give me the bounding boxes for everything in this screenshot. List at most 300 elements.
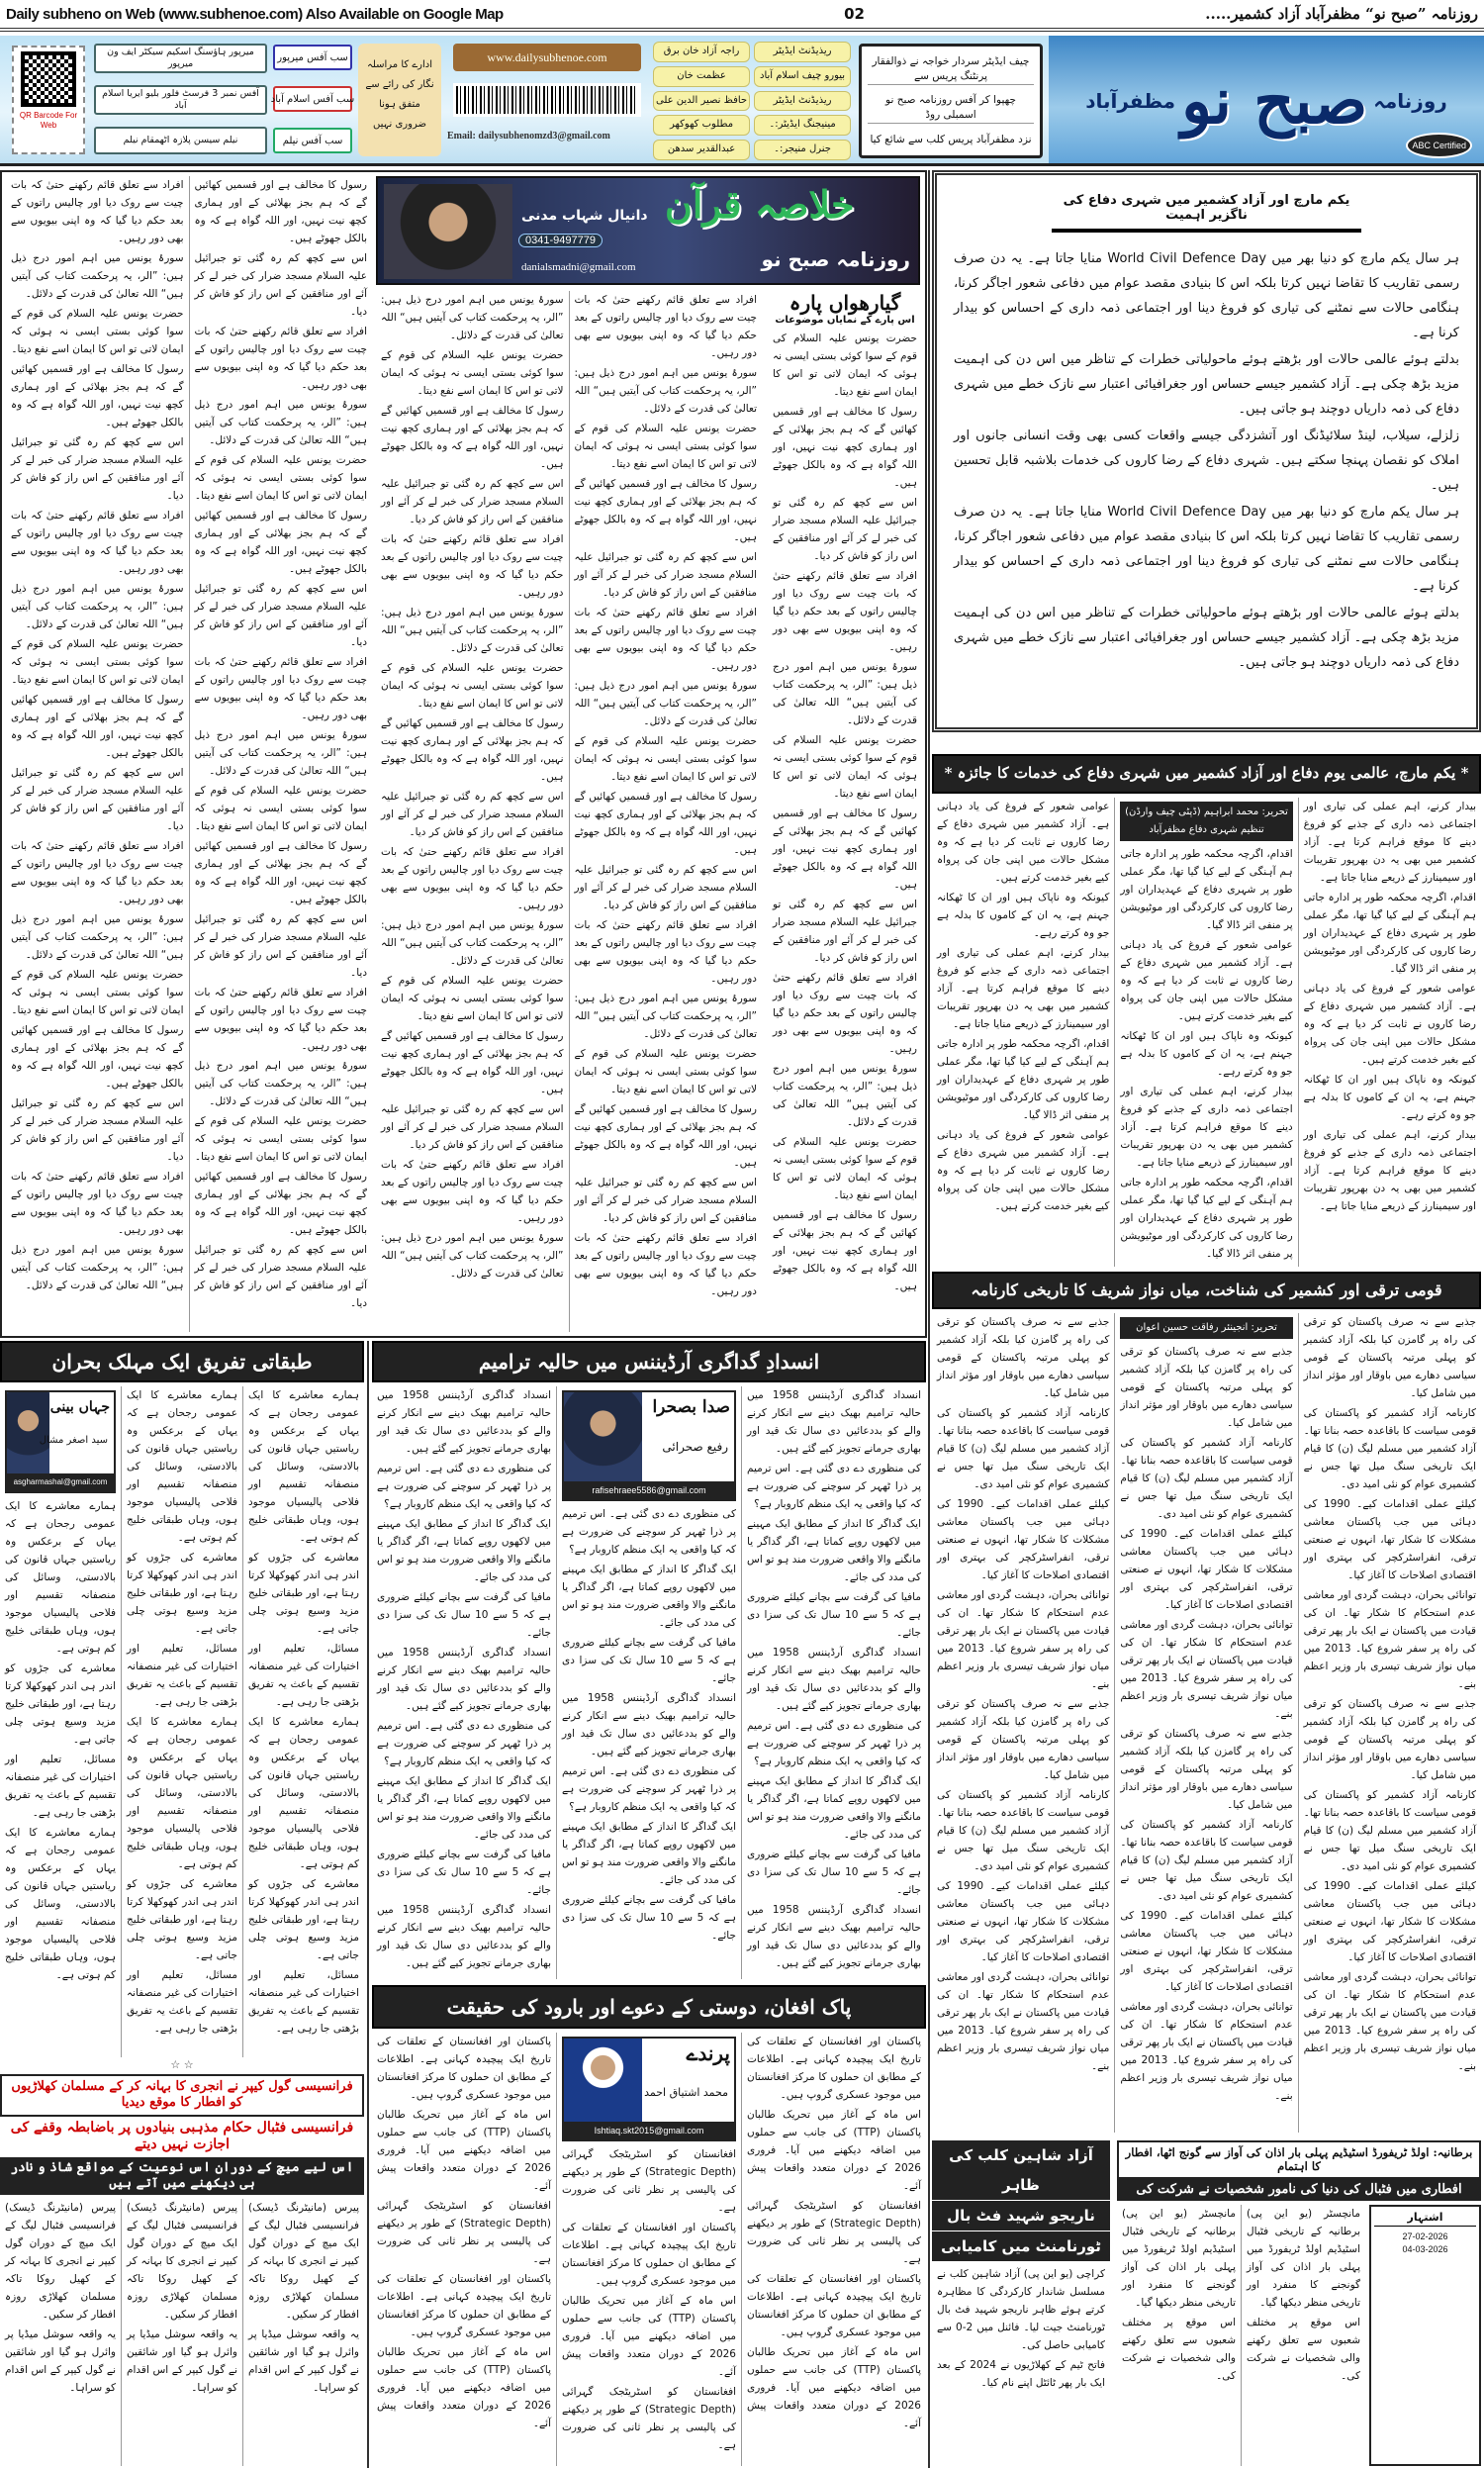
article-paragraph: توانائی بحران، دہشت گردی اور معاشی عدم استحکام کا شکار تھا۔ ان کی قیادت میں پاکستان نے ایک بار پھر ترقی کی راہ پر سفر شروع کیا۔ 2013 میں میاں نواز شریف تیسری بار وزیر اعظم بنے۔ <box>937 1971 1110 2072</box>
article-paragraph: اس ماہ کے آغاز میں تحریک طالبان پاکستان (TTP) کی جانب سے حملوں میں اضافہ دیکھنے میں آیا۔ فروری 2026 کے دوران متعدد واقعات پیش آئے۔ <box>562 2295 736 2378</box>
article-paragraph: کی منظوری دے دی گئی ہے۔ اس ترمیم پر ذرا ٹھہر کر سوچنے کی ضرورت ہے کہ کیا واقعی یہ ایک منظم کاروبار ہے؟ <box>377 1463 551 1510</box>
masthead-email[interactable]: Email: dailysubhenomzd3@gmail.com <box>447 131 610 142</box>
text-column <box>768 330 922 1332</box>
article-paragraph: افراد سے تعلق قائم رکھنے حتیٰ کہ بات چیت سے روک دیا اور چالیس راتوں کے بعد حکم دیا گیا کہ وہ اپنی بیویوں سے بھی دور رہیں۔ <box>194 656 367 721</box>
article-paragraph: رسول کا مخالف ہے اور قسمیں کھائیں گے کہ ہم بجز بھلائی کے اور ہماری کچھ نیت نہیں، اور اللہ گواہ ہے کہ وہ بالکل جھوٹے ہیں۔ <box>381 405 564 470</box>
text-column <box>121 2199 242 2466</box>
article-paragraph: بیدار کرنے، اہم عملی کی تیاری اور اجتماعی ذمہ داری کے جذبے کو فروغ دینے کا موقع فراہم کرتا ہے۔ آزاد کشمیر میں بھی یہ دن بھرپور تقریبات اور سیمینارز کے ذریعے منایا جاتا ہے۔ <box>937 947 1110 1030</box>
sign-address-1: میرپور ہاؤسنگ اسکیم سیکٹر ایف ون میرپور <box>94 44 267 73</box>
article-paragraph: اس سے کچھ کم رہ گئی تو جبرائیل علیہ السلام مسجد ضرار کی خبر لے کر آئے اور منافقین کے اس راز کو فاش کر دیا۔ <box>194 252 367 318</box>
article-paragraph: عوامی شعور کے فروغ کی یاد دہانی ہے۔ آزاد کشمیر میں شہری دفاع کے رضا کاروں نے ثابت کر دیا ہے کہ وہ مشکل حالات میں اپنی جان کی پرواہ کیے بغیر خدمت کرتے ہیں۔ <box>937 1129 1110 1212</box>
article-paragraph: حضرت یونس علیہ السلام کی قوم کے سوا کوئی بستی ایسی نہ ہوئی کہ ایمان لاتی تو اس کا ایمان اسے نفع دیتا۔ <box>773 1136 917 1201</box>
article-paragraph: کارنامہ آزاد کشمیر کو پاکستان کی قومی سیاست کا باقاعدہ حصہ بنانا تھا۔ آزاد کشمیر میں مسلم لیگ (ن) کا قیام ایک تاریخی سنگ میل تھا جس نے کشمیری عوام کو نئی امید دی۔ <box>1303 1407 1476 1490</box>
article-paragraph: کی منظوری دے دی گئی ہے۔ اس ترمیم پر ذرا ٹھہر کر سوچنے کی ضرورت ہے کہ کیا واقعی یہ ایک منظم کاروبار ہے؟ <box>747 1720 921 1767</box>
article-paragraph: رسول کا مخالف ہے اور قسمیں کھائیں گے کہ ہم بجز بھلائی کے اور ہماری کچھ نیت نہیں، اور اللہ گواہ ہے کہ وہ بالکل جھوٹے ہیں۔ <box>11 694 184 759</box>
public-notice <box>1369 2205 1481 2466</box>
article-paragraph: افغانستان کو اسٹریٹجک گہرائی (Strategic Depth) کے طور پر دیکھنے کی پالیسی پر نظر ثانی کی ضرورت ہے۔ <box>562 2148 736 2214</box>
article-paragraph: ہمارے معاشرے کا ایک عمومی رجحان ہے کہ یہاں کے برعکس وہ ریاستیں جہاں قانون کی بالادستی، وسائل کی منصفانہ تقسیم اور فلاحی پالیسیاں موجود ہوں، وہاں طبقاتی خلیج کم ہوتی ہے۔ <box>248 1389 359 1544</box>
author-card-asghar <box>5 1390 116 1493</box>
section-title: گیارھواں پارہ <box>788 291 901 315</box>
article-paragraph: پاکستان اور افغانستان کے تعلقات کی تاریخ ایک پیچیدہ کہانی ہے۔ اطلاعات کے مطابق ان حملوں کا مرکز افغانستان میں موجود عسکری گروپ ہیں۔ <box>747 2036 921 2101</box>
headline-line: ٹورنامنٹ میں کامیابی <box>941 2237 1101 2255</box>
class-divide-headline: طبقاتی تفریق ایک مہلک بحران <box>0 1341 364 1382</box>
article-paragraph: سورۂ یونس میں اہم امور درج ذیل ہیں: ”الر، یہ پرحکمت کتاب کی آیتیں ہیں“ اللہ تعالیٰ کی قدرت کے دلائل۔ <box>381 294 564 341</box>
article-paragraph: ہمارے معاشرے کا ایک عمومی رجحان ہے کہ یہاں کے برعکس وہ ریاستیں جہاں قانون کی بالادستی، وسائل کی منصفانہ تقسیم اور فلاحی پالیسیاں موجود ہوں، وہاں طبقاتی خلیج کم ہوتی ہے۔ <box>127 1716 237 1870</box>
text-column <box>1298 798 1481 1267</box>
article-paragraph: حضرت یونس علیہ السلام کی قوم کے سوا کوئی بستی ایسی نہ ہوئی کہ ایمان لاتی تو اس کا ایمان اسے نفع دیتا۔ <box>574 1048 757 1095</box>
article-paragraph: مانچسٹر (یو این پی) برطانیہ کے تاریخی فٹبال اسٹیڈیم اولڈ ٹریفورڈ میں پہلی بار اذان کی آواز گونجنے کا منفرد اور تاریخی منظر دیکھا گیا۔ <box>1122 2208 1236 2309</box>
article-paragraph: مسائل، تعلیم اور اختیارات کی غیر منصفانہ تقسیم کے باعث یہ تفریق بڑھتی جا رہی ہے۔ <box>127 1969 237 2035</box>
abc-certified-badge: ABC Certified <box>1406 133 1472 158</box>
article-paragraph: اقدام، اگرچہ محکمہ طور پر ادارہ جاتی ہم آہنگی کے لیے کیا گیا تھا، مگر عملی طور پر شہری دفاع کے عہدیداران اور رضا کاروں کی کارکردگی اور موٹیویشن پر منفی اثر ڈالا گیا۔ <box>937 1038 1110 1121</box>
staff-role: ریذیڈنٹ ایڈیٹر <box>754 42 851 62</box>
article-paragraph: رسول کا مخالف ہے اور قسمیں کھائیں گے کہ ہم بجز بھلائی کے اور ہماری کچھ نیت نہیں، اور اللہ گواہ ہے کہ وہ بالکل جھوٹے ہیں۔ <box>194 510 367 575</box>
article-paragraph: اقدام، اگرچہ محکمہ طور پر ادارہ جاتی ہم آہنگی کے لیے کیا گیا تھا، مگر عملی طور پر شہری دفاع کے عہدیداران اور رضا کاروں کی کارکردگی اور موٹیویشن پر منفی اثر ڈالا گیا۔ <box>1120 1177 1293 1260</box>
article-paragraph: کی منظوری دے دی گئی ہے۔ اس ترمیم پر ذرا ٹھہر کر سوچنے کی ضرورت ہے کہ کیا واقعی یہ ایک منظم کاروبار ہے؟ <box>377 1720 551 1767</box>
article-paragraph: سورۂ یونس میں اہم امور درج ذیل ہیں: ”الر، یہ پرحکمت کتاب کی آیتیں ہیں“ اللہ تعالیٰ کی قدرت کے دلائل۔ <box>773 1063 917 1128</box>
article-paragraph: اس سے کچھ کم رہ گئی تو جبرائیل علیہ السلام مسجد ضرار کی خبر لے کر آئے اور منافقین کے اس راز کو فاش کر دیا۔ <box>194 1244 367 1309</box>
text-column <box>949 246 1464 717</box>
article-paragraph: کیلئے عملی اقدامات کیے۔ 1990 کی دہائی میں جب پاکستان معاشی مشکلات کا شکار تھا، انہوں نے صنعتی ترقی، انفراسٹرکچر کی بہتری اور اقتصادی اصلاحات کا آغاز کیا۔ <box>1120 1910 1293 1993</box>
disclaimer-scroll: ادارے کا مراسلہ نگار کی رائے سے متفق ہونا ضروری نہیں <box>358 44 441 156</box>
article-paragraph: افراد سے تعلق قائم رکھنے حتیٰ کہ بات چیت سے روک دیا اور چالیس راتوں کے بعد حکم دیا گیا کہ وہ اپنی بیویوں سے بھی دور رہیں۔ <box>574 294 757 359</box>
article-paragraph: یہ واقعہ سوشل میڈیا پر وائرل ہو گیا اور شائقین نے گول کیپر کے اس اقدام کو سراہا۔ <box>248 2328 359 2394</box>
article-paragraph: سورۂ یونس میں اہم امور درج ذیل ہیں: ”الر، یہ پرحکمت کتاب کی آیتیں ہیں“ اللہ تعالیٰ کی قدرت کے دلائل۔ <box>773 661 917 726</box>
article-paragraph: اس موقع پر مختلف شعبوں سے تعلق رکھنے والی شخصیات نے شرکت کی۔ <box>1122 2317 1236 2382</box>
article-paragraph: انسداد گداگری آرڈیننس 1958 میں حالیہ ترامیم بھیک دینے سے انکار کرنے والے کو بددعائیں دی سال تک قید اور بھاری جرمانے تجویز کیے گئے ہیں۔ <box>377 1904 551 1969</box>
article-paragraph: انسداد گداگری آرڈیننس 1958 میں حالیہ ترامیم بھیک دینے سے انکار کرنے والے کو بددعائیں دی سال تک قید اور بھاری جرمانے تجویز کیے گئے ہیں۔ <box>377 1389 551 1455</box>
article-paragraph: ایک گداگر کا انداز کے مطابق ایک مہینے میں لاکھوں روپے کماتا ہے، اگر گداگر یا مانگنے والا واقعی ضرورت مند ہو تو اس کی مدد کی جائے۔ <box>377 1775 551 1841</box>
article-paragraph: افراد سے تعلق قائم رکھنے حتیٰ کہ بات چیت سے روک دیا اور چالیس راتوں کے بعد حکم دیا گیا کہ وہ اپنی بیویوں سے بھی دور رہیں۔ <box>381 846 564 911</box>
article-paragraph: پیرس (مانیٹرنگ ڈیسک) فرانسیسی فٹبال لیگ کے ایک میچ کے دوران گول کیپر نے انجری کا بہانہ کر کے کھیل روکا تاکہ مسلمان کھلاڑی روزہ افطار کر سکیں۔ <box>127 2202 237 2321</box>
article-paragraph: اس سے کچھ کم رہ گئی تو جبرائیل علیہ السلام مسجد ضرار کی خبر لے کر آئے اور منافقین کے اس راز کو فاش کر دیا۔ <box>574 864 757 911</box>
article-paragraph: اس سے کچھ کم رہ گئی تو جبرائیل علیہ السلام مسجد ضرار کی خبر لے کر آئے اور منافقین کے اس راز کو فاش کر دیا۔ <box>194 583 367 648</box>
article-paragraph: افراد سے تعلق قائم رکھنے حتیٰ کہ بات چیت سے روک دیا اور چالیس راتوں کے بعد حکم دیا گیا کہ وہ اپنی بیویوں سے بھی دور رہیں۔ <box>194 987 367 1052</box>
author-email[interactable]: asgharmashal@gmail.com <box>7 1473 114 1491</box>
article-paragraph: افراد سے تعلق قائم رکھنے حتیٰ کہ بات چیت سے روک دیا اور چالیس راتوں کے بعد حکم دیا گیا کہ وہ اپنی بیویوں سے بھی دور رہیں۔ <box>11 179 184 244</box>
shaheen-headline <box>932 2140 1110 2261</box>
article-paragraph: کارنامہ آزاد کشمیر کو پاکستان کی قومی سیاست کا باقاعدہ حصہ بنانا تھا۔ آزاد کشمیر میں مسلم لیگ (ن) کا قیام ایک تاریخی سنگ میل تھا جس نے کشمیری عوام کو نئی امید دی۔ <box>1120 1437 1293 1520</box>
article-paragraph: توانائی بحران، دہشت گردی اور معاشی عدم استحکام کا شکار تھا۔ ان کی قیادت میں پاکستان نے ایک بار پھر ترقی کی راہ پر سفر شروع کیا۔ 2013 میں میاں نواز شریف تیسری بار وزیر اعظم بنے۔ <box>1303 1589 1477 1690</box>
article-paragraph: جذبے سے نہ صرف پاکستان کو ترقی کی راہ پر گامزن کیا بلکہ آزاد کشمیر کو پہلی مرتبہ پاکستان کے قومی سیاسی دھارے میں باوقار اور مؤثر انداز میں شامل کیا۔ <box>1303 1698 1476 1781</box>
article-paragraph: حضرت یونس علیہ السلام کی قوم کے سوا کوئی بستی ایسی نہ ہوئی کہ ایمان لاتی تو اس کا ایمان اسے نفع دیتا۔ <box>773 734 917 800</box>
article-paragraph: ایک گداگر کا انداز کے مطابق ایک مہینے میں لاکھوں روپے کماتا ہے، اگر گداگر یا مانگنے والا واقعی ضرورت مند ہو تو اس کی مدد کی جائے۔ <box>562 1821 736 1886</box>
text-column <box>556 2033 741 2466</box>
article-paragraph: انسداد گداگری آرڈیننس 1958 میں حالیہ ترامیم بھیک دینے سے انکار کرنے والے کو بددعائیں دی سال تک قید اور بھاری جرمانے تجویز کیے گئے ہیں۔ <box>747 1904 921 1969</box>
article-paragraph: سورۂ یونس میں اہم امور درج ذیل ہیں: ”الر، یہ پرحکمت کتاب کی آیتیں ہیں“ اللہ تعالیٰ کی قدرت کے دلائل۔ <box>11 1244 184 1291</box>
imprint-line: چیف ایڈیٹر سردار خواجہ نے ذوالفقار پرنٹنگ پریس سے <box>868 54 1034 85</box>
article-paragraph: کیونکہ وہ ناپاک ہیں اور ان کا ٹھکانہ جہنم ہے، یہ ان کے کاموں کا بدلہ ہے جو وہ کرتے رہے۔ <box>937 892 1110 939</box>
sports-headline-1: فرانسیسی گول کیپر نے انجری کا بہانہ کر کے مسلمان کھلاڑیوں کو افطار کا موقع دیدیا <box>0 2074 364 2117</box>
headline-line: آزاد شاہین کلب کی ظاہر <box>932 2140 1110 2201</box>
article-paragraph: رسول کا مخالف ہے اور قسمیں کھائیں گے کہ ہم بجز بھلائی کے اور ہماری کچھ نیت نہیں، اور اللہ گواہ ہے کہ وہ بالکل جھوٹے ہیں۔ <box>194 179 367 244</box>
article-paragraph: عوامی شعور کے فروغ کی یاد دہانی ہے۔ آزاد کشمیر میں شہری دفاع کے رضا کاروں نے ثابت کر دیا ہے کہ وہ مشکل حالات میں اپنی جان کی پرواہ کیے بغیر خدمت کرتے ہیں۔ <box>1303 983 1476 1066</box>
article-paragraph: معاشرے کی جڑوں کو اندر ہی اندر کھوکھلا کرتا رہتا ہے، اور طبقاتی خلیج مزید وسیع ہوتی چلی جاتی ہے۔ <box>248 1552 359 1635</box>
article-paragraph: رسول کا مخالف ہے اور قسمیں کھائیں گے کہ ہم بجز بھلائی کے اور ہماری کچھ نیت نہیں، اور اللہ گواہ ہے کہ وہ بالکل جھوٹے ہیں۔ <box>773 807 917 891</box>
article-paragraph: اس سے کچھ کم رہ گئی تو جبرائیل علیہ السلام مسجد ضرار کی خبر لے کر آئے اور منافقین کے اس راز کو فاش کر دیا۔ <box>574 551 757 599</box>
staff-name: عبدالقدیر سدھن <box>653 140 750 160</box>
notice-title: اشتہار <box>1374 2210 1476 2227</box>
article-paragraph: ایک گداگر کا انداز کے مطابق ایک مہینے میں لاکھوں روپے کماتا ہے، اگر گداگر یا مانگنے والا واقعی ضرورت مند ہو تو اس کی مدد کی جائے۔ <box>747 1518 921 1583</box>
text-column <box>1298 1313 1481 2133</box>
qr-caption: QR Barcode For Web <box>19 111 78 130</box>
author-card-ishtiaq <box>562 2037 736 2141</box>
article-paragraph: کی منظوری دے دی گئی ہے۔ اس ترمیم پر ذرا ٹھہر کر سوچنے کی ضرورت ہے کہ کیا واقعی یہ ایک منظم کاروبار ہے؟ <box>747 1463 921 1510</box>
article-paragraph: سورۂ یونس میں اہم امور درج ذیل ہیں: ”الر، یہ پرحکمت کتاب کی آیتیں ہیں“ اللہ تعالیٰ کی قدرت کے دلائل۔ <box>194 1060 367 1107</box>
article-paragraph: انسداد گداگری آرڈیننس 1958 میں حالیہ ترامیم بھیک دینے سے انکار کرنے والے کو بددعائیں دی سال تک قید اور بھاری جرمانے تجویز کیے گئے ہیں۔ <box>747 1389 921 1455</box>
article-paragraph: رسول کا مخالف ہے اور قسمیں کھائیں گے کہ ہم بجز بھلائی کے اور ہماری کچھ نیت نہیں، اور اللہ گواہ ہے کہ وہ بالکل جھوٹے ہیں۔ <box>773 1209 917 1292</box>
website-line: Daily subheno on Web (www.subhenoe.com) Also Available on Google Map <box>6 5 504 23</box>
text-column <box>376 291 569 1332</box>
text-column <box>1241 2205 1365 2466</box>
article-paragraph: جذبے سے نہ صرف پاکستان کو ترقی کی راہ پر گامزن کیا بلکہ آزاد کشمیر کو پہلی مرتبہ پاکستان کے قومی سیاسی دھارے میں باوقار اور مؤثر انداز میں شامل کیا۔ <box>937 1698 1110 1781</box>
quran-right-column <box>768 291 922 1332</box>
logo-city: مظفرآباد <box>1085 89 1176 113</box>
quran-text-right <box>768 330 922 1332</box>
text-column <box>1117 2205 1241 2466</box>
article-paragraph: افراد سے تعلق قائم رکھنے حتیٰ کہ بات چیت سے روک دیا اور چالیس راتوں کے بعد حکم دیا گیا کہ وہ اپنی بیویوں سے بھی دور رہیں۔ <box>381 533 564 599</box>
article-paragraph: افراد سے تعلق قائم رکھنے حتیٰ کہ بات چیت سے روک دیا اور چالیس راتوں کے بعد حکم دیا گیا کہ وہ اپنی بیویوں سے بھی دور رہیں۔ <box>194 326 367 391</box>
quran-banner-title: خلاصہ قرآن <box>665 182 855 227</box>
article-paragraph: اس سے کچھ کم رہ گئی تو جبرائیل علیہ السلام مسجد ضرار کی خبر لے کر آئے اور منافقین کے اس راز کو فاش کر دیا۔ <box>11 436 184 502</box>
sports-text <box>0 2199 364 2466</box>
quran-phone: 0341-9497779 <box>518 234 603 247</box>
text-column <box>932 2265 1110 2466</box>
article-paragraph: انسداد گداگری آرڈیننس 1958 میں حالیہ ترامیم بھیک دینے سے انکار کرنے والے کو بددعائیں دی سال تک قید اور بھاری جرمانے تجویز کیے گئے ہیں۔ <box>747 1647 921 1712</box>
quran-banner-paper: روزنامہ صبح نو <box>761 247 910 271</box>
qr-code[interactable] <box>12 46 85 154</box>
column-name: صدا بصحرا <box>652 1397 730 1417</box>
article-paragraph: ہر سال یکم مارچ کو دنیا بھر میں World Civil Defence Day منایا جاتا ہے۔ یہ دن صرف رسمی تقاریب کا تقاضا نہیں کرتا بلکہ اس کا بنیادی مقصد عوام میں دفاعی شعور اجاگر کرنا، ہنگامی حالات سے نمٹنے کی تیاری کو فروغ دینا اور اجتماعی ذمہ داری کے احساس کو بیدار کرنا ہے۔ <box>954 505 1459 594</box>
article-paragraph: اقدام، اگرچہ محکمہ طور پر ادارہ جاتی ہم آہنگی کے لیے کیا گیا تھا، مگر عملی طور پر شہری دفاع کے عہدیداران اور رضا کاروں کی کارکردگی اور موٹیویشن پر منفی اثر ڈالا گیا۔ <box>1120 848 1293 931</box>
article-paragraph: کیلئے عملی اقدامات کیے۔ 1990 کی دہائی میں جب پاکستان معاشی مشکلات کا شکار تھا، انہوں نے صنعتی ترقی، انفراسٹرکچر کی بہتری اور اقتصادی اصلاحات کا آغاز کیا۔ <box>1120 1528 1293 1611</box>
staff-role: مینیجنگ ایڈیٹر:۔ <box>754 115 851 136</box>
text-column <box>372 2033 556 2466</box>
text-column <box>932 1313 1114 2133</box>
quran-section-heading <box>768 291 922 326</box>
article-paragraph: افراد سے تعلق قائم رکھنے حتیٰ کہ بات چیت سے روک دیا اور چالیس راتوں کے بعد حکم دیا گیا کہ وہ اپنی بیویوں سے بھی دور رہیں۔ <box>11 510 184 575</box>
article-paragraph: توانائی بحران، دہشت گردی اور معاشی عدم استحکام کا شکار تھا۔ ان کی قیادت میں پاکستان نے ایک بار پھر ترقی کی راہ پر سفر شروع کیا۔ 2013 میں میاں نواز شریف تیسری بار وزیر اعظم بنے۔ <box>1120 1619 1293 1720</box>
article-paragraph: ہمارے معاشرے کا ایک عمومی رجحان ہے کہ یہاں کے برعکس وہ ریاستیں جہاں قانون کی بالادستی، وسائل کی منصفانہ تقسیم اور فلاحی پالیسیاں موجود ہوں، وہاں طبقاتی خلیج کم ہوتی ہے۔ <box>5 1827 116 1981</box>
article-paragraph: جذبے سے نہ صرف پاکستان کو ترقی کی راہ پر گامزن کیا بلکہ آزاد کشمیر کو پہلی مرتبہ پاکستان کے قومی سیاسی دھارے میں باوقار اور مؤثر انداز میں شامل کیا۔ <box>1120 1728 1293 1811</box>
text-column <box>242 2199 364 2466</box>
article-paragraph: سورۂ یونس میں اہم امور درج ذیل ہیں: ”الر، یہ پرحکمت کتاب کی آیتیں ہیں“ اللہ تعالیٰ کی قدرت کے دلائل۔ <box>574 993 757 1040</box>
section-subtitle: اس پارے کے نمایاں موضوعات <box>775 315 915 326</box>
article-paragraph: توانائی بحران، دہشت گردی اور معاشی عدم استحکام کا شکار تھا۔ ان کی قیادت میں پاکستان نے ایک بار پھر ترقی کی راہ پر سفر شروع کیا۔ 2013 میں میاں نواز شریف تیسری بار وزیر اعظم بنے۔ <box>1303 1971 1477 2072</box>
sign-address-3: نیلم سیسن پلازہ اٹھمقام نیلم <box>94 127 267 154</box>
article-paragraph: افراد سے تعلق قائم رکھنے حتیٰ کہ بات چیت سے روک دیا اور چالیس راتوں کے بعد حکم دیا گیا کہ وہ اپنی بیویوں سے بھی دور رہیں۔ <box>773 972 917 1055</box>
article-paragraph: جذبے سے نہ صرف پاکستان کو ترقی کی راہ پر گامزن کیا بلکہ آزاد کشمیر کو پہلی مرتبہ پاکستان کے قومی سیاسی دھارے میں باوقار اور مؤثر انداز میں شامل کیا۔ <box>1120 1346 1293 1429</box>
article-paragraph: پیرس (مانیٹرنگ ڈیسک) فرانسیسی فٹبال لیگ کے ایک میچ کے دوران گول کیپر نے انجری کا بہانہ کر کے کھیل روکا تاکہ مسلمان کھلاڑی روزہ افطار کر سکیں۔ <box>5 2202 116 2321</box>
article-paragraph: رسول کا مخالف ہے اور قسمیں کھائیں گے کہ ہم بجز بھلائی کے اور ہماری کچھ نیت نہیں، اور اللہ گواہ ہے کہ وہ بالکل جھوٹے ہیں۔ <box>574 1103 757 1169</box>
article-paragraph: بیدار کرنے، اہم عملی کی تیاری اور اجتماعی ذمہ داری کے جذبے کو فروغ دینے کا موقع فراہم کرتا ہے۔ آزاد کشمیر میں بھی یہ دن بھرپور تقریبات اور سیمینارز کے ذریعے منایا جاتا ہے۔ <box>1120 1086 1293 1169</box>
article-paragraph: حضرت یونس علیہ السلام کی قوم کے سوا کوئی بستی ایسی نہ ہوئی کہ ایمان لاتی تو اس کا ایمان اسے نفع دیتا۔ <box>574 735 757 783</box>
qr-code-icon <box>21 51 76 107</box>
article-paragraph: کیونکہ وہ ناپاک ہیں اور ان کا ٹھکانہ جہنم ہے، یہ ان کے کاموں کا بدلہ ہے جو وہ کرتے رہے۔ <box>1303 1074 1476 1121</box>
author-photo <box>384 184 512 279</box>
author-name: رفیع صحرائی <box>662 1440 728 1454</box>
article-paragraph: مافیا کی گرفت سے بچانے کیلئے ضروری ہے کہ 5 سے 10 سال تک کی سزا دی جائے۔ <box>562 1637 736 1684</box>
article-paragraph: فاتح ٹیم کے کھلاڑیوں نے 2024 کے بعد ایک بار پھر ٹائٹل اپنے نام کیا۔ <box>937 2359 1105 2389</box>
author-name: سید اصغر مشال <box>39 1435 108 1446</box>
article-paragraph: سورۂ یونس میں اہم امور درج ذیل ہیں: ”الر، یہ پرحکمت کتاب کی آیتیں ہیں“ اللہ تعالیٰ کی قدرت کے دلائل۔ <box>381 607 564 654</box>
article-paragraph: اس سے کچھ کم رہ گئی تو جبرائیل علیہ السلام مسجد ضرار کی خبر لے کر آئے اور منافقین کے اس راز کو فاش کر دیا۔ <box>381 791 564 838</box>
article-paragraph: سورۂ یونس میں اہم امور درج ذیل ہیں: ”الر، یہ پرحکمت کتاب کی آیتیں ہیں“ اللہ تعالیٰ کی قدرت کے دلائل۔ <box>194 399 367 446</box>
text-column <box>6 176 189 1332</box>
article-paragraph: اس سے کچھ کم رہ گئی تو جبرائیل علیہ السلام مسجد ضرار کی خبر لے کر آئے اور منافقین کے اس راز کو فاش کر دیا۔ <box>194 913 367 979</box>
editorial-box <box>932 170 1481 732</box>
article-paragraph: اس سے کچھ کم رہ گئی تو جبرائیل علیہ السلام مسجد ضرار کی خبر لے کر آئے اور منافقین کے اس راز کو فاش کر دیا۔ <box>11 767 184 832</box>
sports-brief <box>0 2074 364 2466</box>
pak-afghan-headline: پاک افغان، دوستی کے دعوے اور بارود کی حقیقت <box>372 1985 926 2029</box>
article-paragraph: افراد سے تعلق قائم رکھنے حتیٰ کہ بات چیت سے روک دیا اور چالیس راتوں کے بعد حکم دیا گیا کہ وہ اپنی بیویوں سے بھی دور رہیں۔ <box>11 840 184 905</box>
article-paragraph: یہ واقعہ سوشل میڈیا پر وائرل ہو گیا اور شائقین نے گول کیپر کے اس اقدام کو سراہا۔ <box>127 2328 237 2394</box>
article-paragraph: افراد سے تعلق قائم رکھنے حتیٰ کہ بات چیت سے روک دیا اور چالیس راتوں کے بعد حکم دیا گیا کہ وہ اپنی بیویوں سے بھی دور رہیں۔ <box>773 570 917 653</box>
oldtrafford-text <box>1117 2205 1365 2466</box>
text-column <box>0 1386 121 2057</box>
article-paragraph: جذبے سے نہ صرف پاکستان کو ترقی کی راہ پر گامزن کیا بلکہ آزاد کشمیر کو پہلی مرتبہ پاکستان کے قومی سیاسی دھارے میں باوقار اور مؤثر انداز میں شامل کیا۔ <box>937 1316 1110 1399</box>
article-paragraph: حضرت یونس علیہ السلام کی قوم کے سوا کوئی بستی ایسی نہ ہوئی کہ ایمان لاتی تو اس کا ایمان اسے نفع دیتا۔ <box>11 638 184 686</box>
article-paragraph: حضرت یونس علیہ السلام کی قوم کے سوا کوئی بستی ایسی نہ ہوئی کہ ایمان لاتی تو اس کا ایمان اسے نفع دیتا۔ <box>194 454 367 502</box>
text-column <box>556 1386 741 1979</box>
staff-name: مطلوب کھوکھر <box>653 115 750 136</box>
civil-defence-article <box>932 754 1481 1267</box>
staff-name: عظمت خان <box>653 66 750 87</box>
byline-org: تنظیم شہری دفاع مظفرآباد <box>1149 824 1264 835</box>
byline-title: تحریر: محمد ابراہیم (ڈپٹی چیف وارڈن) <box>1125 807 1288 817</box>
article-paragraph: کیلئے عملی اقدامات کیے۔ 1990 کی دہائی میں جب پاکستان معاشی مشکلات کا شکار تھا، انہوں نے صنعتی ترقی، انفراسٹرکچر کی بہتری اور اقتصادی اصلاحات کا آغاز کیا۔ <box>937 1880 1110 1963</box>
article-paragraph: مانچسٹر (یو این پی) برطانیہ کے تاریخی فٹبال اسٹیڈیم اولڈ ٹریفورڈ میں پہلی بار اذان کی آواز گونجنے کا منفرد اور تاریخی منظر دیکھا گیا۔ <box>1247 2208 1360 2309</box>
text-column <box>189 176 373 1332</box>
article-paragraph: اس سے کچھ کم رہ گئی تو جبرائیل علیہ السلام مسجد ضرار کی خبر لے کر آئے اور منافقین کے اس راز کو فاش کر دیا۔ <box>773 899 917 964</box>
quran-banner <box>376 176 920 285</box>
article-paragraph: بیدار کرنے، اہم عملی کی تیاری اور اجتماعی ذمہ داری کے جذبے کو فروغ دینے کا موقع فراہم کرتا ہے۔ آزاد کشمیر میں بھی یہ دن بھرپور تقریبات اور سیمینارز کے ذریعے منایا جاتا ہے۔ <box>1303 1129 1476 1212</box>
article-paragraph: مافیا کی گرفت سے بچانے کیلئے ضروری ہے کہ 5 سے 10 سال تک کی سزا دی جائے۔ <box>377 1849 551 1896</box>
article-paragraph: مافیا کی گرفت سے بچانے کیلئے ضروری ہے کہ 5 سے 10 سال تک کی سزا دی جائے۔ <box>562 1894 736 1942</box>
article-paragraph: حضرت یونس علیہ السلام کی قوم کے سوا کوئی بستی ایسی نہ ہوئی کہ ایمان لاتی تو اس کا ایمان اسے نفع دیتا۔ <box>11 969 184 1016</box>
column-divider <box>928 170 930 2468</box>
sign-label-neelum: سب آفس نیلم <box>273 128 352 153</box>
imprint-line: نزد مظفرآباد پریس کلب سے شائع کیا <box>870 133 1032 145</box>
sports-headline-2: فرانسیسی فٹبال حکام مذہبی بنیادوں پر باضابطہ وقفے کی اجازت نہیں دیتے <box>10 2119 354 2152</box>
pak-afghan-text <box>372 2033 926 2466</box>
oldtrafford-subheadline: افطاری میں فٹبال کی دنیا کی نامور شخصیات نے شرکت کی <box>1117 2179 1481 2201</box>
article-paragraph: افغانستان کو اسٹریٹجک گہرائی (Strategic Depth) کے طور پر دیکھنے کی پالیسی پر نظر ثانی کی ضرورت ہے۔ <box>562 2386 736 2451</box>
article-paragraph: سورۂ یونس میں اہم امور درج ذیل ہیں: ”الر، یہ پرحکمت کتاب کی آیتیں ہیں“ اللہ تعالیٰ کی قدرت کے دلائل۔ <box>11 913 184 961</box>
article-paragraph: ہر سال یکم مارچ کو دنیا بھر میں World Civil Defence Day منایا جاتا ہے۔ یہ دن صرف رسمی تقاریب کا تقاضا نہیں کرتا بلکہ اس کا بنیادی مقصد عوام میں دفاعی شعور اجاگر کرنا، ہنگامی حالات سے نمٹنے کی تیاری کو فروغ دینا اور اجتماعی ذمہ داری کے احساس کو بیدار کرنا ہے۔ <box>954 251 1459 340</box>
text-column <box>372 1386 556 1979</box>
sign-label-mirpur: سب آفس میرپور <box>273 45 352 70</box>
beggary-text <box>372 1386 926 1979</box>
article-paragraph: معاشرے کی جڑوں کو اندر ہی اندر کھوکھلا کرتا رہتا ہے، اور طبقاتی خلیج مزید وسیع ہوتی چلی جاتی ہے۔ <box>5 1662 116 1746</box>
article-paragraph: حضرت یونس علیہ السلام کی قوم کے سوا کوئی بستی ایسی نہ ہوئی کہ ایمان لاتی تو اس کا ایمان اسے نفع دیتا۔ <box>773 332 917 398</box>
article-paragraph: اس سے کچھ کم رہ گئی تو جبرائیل علیہ السلام مسجد ضرار کی خبر لے کر آئے اور منافقین کے اس راز کو فاش کر دیا۔ <box>574 1177 757 1224</box>
paper-line: روزنامہ ”صبح نو“ مظفرآباد آزاد کشمیر..... <box>1205 5 1478 23</box>
quran-summary-article <box>0 170 927 1338</box>
imprint-box <box>859 44 1043 158</box>
article-paragraph: کیونکہ وہ ناپاک ہیں اور ان کا ٹھکانہ جہنم ہے، یہ ان کے کاموں کا بدلہ ہے جو وہ کرتے رہے۔ <box>1120 1030 1293 1078</box>
quran-text-left <box>6 176 372 1332</box>
article-paragraph: افغانستان کو اسٹریٹجک گہرائی (Strategic Depth) کے طور پر دیکھنے کی پالیسی پر نظر ثانی کی ضرورت ہے۔ <box>747 2200 921 2265</box>
beggary-headline: انسدادِ گداگری آرڈیننس میں حالیہ ترامیم <box>372 1341 926 1382</box>
column-name: جہاں بینی <box>49 1399 110 1415</box>
article-paragraph: اس سے کچھ کم رہ گئی تو جبرائیل علیہ السلام مسجد ضرار کی خبر لے کر آئے اور منافقین کے اس راز کو فاش کر دیا۔ <box>381 478 564 525</box>
top-strip <box>0 0 1484 32</box>
article-paragraph: سورۂ یونس میں اہم امور درج ذیل ہیں: ”الر، یہ پرحکمت کتاب کی آیتیں ہیں“ اللہ تعالیٰ کی قدرت کے دلائل۔ <box>574 680 757 727</box>
notice-date: 27-02-2026 <box>1402 2231 1448 2241</box>
article-paragraph: سورۂ یونس میں اہم امور درج ذیل ہیں: ”الر، یہ پرحکمت کتاب کی آیتیں ہیں“ اللہ تعالیٰ کی قدرت کے دلائل۔ <box>381 919 564 967</box>
article-paragraph: رسول کا مخالف ہے اور قسمیں کھائیں گے کہ ہم بجز بھلائی کے اور ہماری کچھ نیت نہیں، اور اللہ گواہ ہے کہ وہ بالکل جھوٹے ہیں۔ <box>194 840 367 905</box>
article-paragraph: کیلئے عملی اقدامات کیے۔ 1990 کی دہائی میں جب پاکستان معاشی مشکلات کا شکار تھا، انہوں نے صنعتی ترقی، انفراسٹرکچر کی بہتری اور اقتصادی اصلاحات کا آغاز کیا۔ <box>937 1498 1110 1581</box>
article-paragraph: مسائل، تعلیم اور اختیارات کی غیر منصفانہ تقسیم کے باعث یہ تفریق بڑھتی جا رہی ہے۔ <box>248 1969 359 2035</box>
beggary-article <box>372 1341 926 1979</box>
article-paragraph: اس ماہ کے آغاز میں تحریک طالبان پاکستان (TTP) کی جانب سے حملوں میں اضافہ دیکھنے میں آیا۔ فروری 2026 کے دوران متعدد واقعات پیش آئے۔ <box>747 2109 921 2192</box>
oldtrafford-headline: برطانیہ: اولڈ ٹریفورڈ اسٹیڈیم پہلی بار اذان کی آواز سے گونج اٹھا، افطار کا اہتمام <box>1117 2140 1481 2179</box>
logo-main: صبح نو <box>1181 63 1368 139</box>
article-paragraph: بدلتے ہوئے عالمی حالات اور بڑھتے ہوئے ماحولیاتی خطرات کے تناظر میں اس دن کی اہمیت مزید بڑھ چکی ہے۔ آزاد کشمیر جیسے حساس اور جغرافیائی اعتبار سے نازک خطے میں شہری دفاع کی ذمہ داریاں دوچند ہو جاتی ہیں۔ <box>954 606 1459 670</box>
article-paragraph: افراد سے تعلق قائم رکھنے حتیٰ کہ بات چیت سے روک دیا اور چالیس راتوں کے بعد حکم دیا گیا کہ وہ اپنی بیویوں سے بھی دور رہیں۔ <box>11 1171 184 1236</box>
article-paragraph: رسول کا مخالف ہے اور قسمیں کھائیں گے کہ ہم بجز بھلائی کے اور ہماری کچھ نیت نہیں، اور اللہ گواہ ہے کہ وہ بالکل جھوٹے ہیں۔ <box>11 363 184 428</box>
text-column <box>121 1386 242 2057</box>
headline-line: ناریجو شہید فٹ بال <box>932 2201 1110 2231</box>
nawaz-byline: تحریر: انجینئر رفاقت حسین اعوان <box>1120 1317 1292 1339</box>
article-paragraph: انسداد گداگری آرڈیننس 1958 میں حالیہ ترامیم بھیک دینے سے انکار کرنے والے کو بددعائیں دی سال تک قید اور بھاری جرمانے تجویز کیے گئے ہیں۔ <box>377 1647 551 1712</box>
article-paragraph: رسول کا مخالف ہے اور قسمیں کھائیں گے کہ ہم بجز بھلائی کے اور ہماری کچھ نیت نہیں، اور اللہ گواہ ہے کہ وہ بالکل جھوٹے ہیں۔ <box>574 478 757 543</box>
column-name: پرندے <box>686 2041 730 2065</box>
article-paragraph: ایک گداگر کا انداز کے مطابق ایک مہینے میں لاکھوں روپے کماتا ہے، اگر گداگر یا مانگنے والا واقعی ضرورت مند ہو تو اس کی مدد کی جائے۔ <box>562 1564 736 1629</box>
article-paragraph: پاکستان اور افغانستان کے تعلقات کی تاریخ ایک پیچیدہ کہانی ہے۔ اطلاعات کے مطابق ان حملوں کا مرکز افغانستان میں موجود عسکری گروپ ہیں۔ <box>747 2273 921 2338</box>
article-paragraph: کراچی (یو این پی) آزاد شاہین کلب نے مسلسل شاندار کارکردگی کا مظاہرہ کرتے ہوئے ظاہر ناریجو شہید فٹ بال ٹورنامنٹ جیت لیا۔ فائنل میں 2-0 سے کامیابی حاصل کی۔ <box>937 2268 1105 2351</box>
article-paragraph: مافیا کی گرفت سے بچانے کیلئے ضروری ہے کہ 5 سے 10 سال تک کی سزا دی جائے۔ <box>747 1849 921 1896</box>
website-banner[interactable]: www.dailysubhenoe.com <box>453 44 641 71</box>
shaheen-text <box>932 2265 1110 2466</box>
article-paragraph: کارنامہ آزاد کشمیر کو پاکستان کی قومی سیاست کا باقاعدہ حصہ بنانا تھا۔ آزاد کشمیر میں مسلم لیگ (ن) کا قیام ایک تاریخی سنگ میل تھا جس نے کشمیری عوام کو نئی امید دی۔ <box>937 1789 1110 1872</box>
article-paragraph: یہ واقعہ سوشل میڈیا پر وائرل ہو گیا اور شائقین نے گول کیپر کے اس اقدام کو سراہا۔ <box>5 2328 116 2394</box>
article-paragraph: کیلئے عملی اقدامات کیے۔ 1990 کی دہائی میں جب پاکستان معاشی مشکلات کا شکار تھا، انہوں نے صنعتی ترقی، انفراسٹرکچر کی بہتری اور اقتصادی اصلاحات کا آغاز کیا۔ <box>1303 1880 1476 1963</box>
text-column <box>1114 1313 1297 2133</box>
article-paragraph: عوامی شعور کے فروغ کی یاد دہانی ہے۔ آزاد کشمیر میں شہری دفاع کے رضا کاروں نے ثابت کر دیا ہے کہ وہ مشکل حالات میں اپنی جان کی پرواہ کیے بغیر خدمت کرتے ہیں۔ <box>1120 939 1293 1022</box>
sports-headline-3: اس لیے میچ کے دوران اس نوعیت کے مواقع شاذ و نادر ہی دیکھنے میں آتے ہیں <box>0 2157 364 2196</box>
text-column <box>0 2199 121 2466</box>
article-paragraph: اس موقع پر مختلف شعبوں سے تعلق رکھنے والی شخصیات نے شرکت کی۔ <box>1247 2317 1360 2382</box>
article-paragraph: بدلتے ہوئے عالمی حالات اور بڑھتے ہوئے ماحولیاتی خطرات کے تناظر میں اس دن کی اہمیت مزید بڑھ چکی ہے۔ آزاد کشمیر جیسے حساس اور جغرافیائی اعتبار سے نازک خطے میں شہری دفاع کی ذمہ داریاں دوچند ہو جاتی ہیں۔ <box>954 352 1459 417</box>
civil-defence-headline: * یکم مارچ، عالمی یوم دفاع اور آزاد کشمیر میں شہری دفاع کی خدمات کا جائزہ * <box>932 754 1481 794</box>
article-paragraph: افراد سے تعلق قائم رکھنے حتیٰ کہ بات چیت سے روک دیا اور چالیس راتوں کے بعد حکم دیا گیا کہ وہ اپنی بیویوں سے بھی دور رہیں۔ <box>381 1159 564 1224</box>
civil-defence-text <box>932 798 1481 1267</box>
article-paragraph: حضرت یونس علیہ السلام کی قوم کے سوا کوئی بستی ایسی نہ ہوئی کہ ایمان لاتی تو اس کا ایمان اسے نفع دیتا۔ <box>574 423 757 470</box>
article-paragraph: اس ماہ کے آغاز میں تحریک طالبان پاکستان (TTP) کی جانب سے حملوں میں اضافہ دیکھنے میں آیا۔ فروری 2026 کے دوران متعدد واقعات پیش آئے۔ <box>747 2346 921 2429</box>
article-paragraph: مافیا کی گرفت سے بچانے کیلئے ضروری ہے کہ 5 سے 10 سال تک کی سزا دی جائے۔ <box>747 1591 921 1639</box>
staff-role: ریذیڈنٹ ایڈیٹر <box>754 91 851 112</box>
sign-label-islamabad: سب آفس اسلام آباد <box>273 86 352 112</box>
article-paragraph: سورۂ یونس میں اہم امور درج ذیل ہیں: ”الر، یہ پرحکمت کتاب کی آیتیں ہیں“ اللہ تعالیٰ کی قدرت کے دلائل۔ <box>381 1232 564 1280</box>
editorial-text <box>949 246 1464 717</box>
article-paragraph: رسول کا مخالف ہے اور قسمیں کھائیں گے کہ ہم بجز بھلائی کے اور ہماری کچھ نیت نہیں، اور اللہ گواہ ہے کہ وہ بالکل جھوٹے ہیں۔ <box>381 1030 564 1095</box>
pak-afghan-article <box>372 1985 926 2466</box>
shaheen-article <box>932 2140 1110 2466</box>
article-paragraph: معاشرے کی جڑوں کو اندر ہی اندر کھوکھلا کرتا رہتا ہے، اور طبقاتی خلیج مزید وسیع ہوتی چلی جاتی ہے۔ <box>127 1878 237 1961</box>
article-paragraph: مافیا کی گرفت سے بچانے کیلئے ضروری ہے کہ 5 سے 10 سال تک کی سزا دی جائے۔ <box>377 1591 551 1639</box>
article-paragraph: توانائی بحران، دہشت گردی اور معاشی عدم استحکام کا شکار تھا۔ ان کی قیادت میں پاکستان نے ایک بار پھر ترقی کی راہ پر سفر شروع کیا۔ 2013 میں میاں نواز شریف تیسری بار وزیر اعظم بنے۔ <box>937 1589 1110 1690</box>
nawaz-headline: قومی ترقی اور کشمیر کی شناخت، میاں نواز شریف کا تاریخی کارنامہ <box>932 1272 1481 1309</box>
author-email[interactable]: rafisehraee5586@gmail.com <box>564 1481 734 1499</box>
article-paragraph: حضرت یونس علیہ السلام کی قوم کے سوا کوئی بستی ایسی نہ ہوئی کہ ایمان لاتی تو اس کا ایمان اسے نفع دیتا۔ <box>194 1115 367 1163</box>
nawaz-article <box>932 1272 1481 2133</box>
author-photo <box>564 1392 642 1481</box>
article-paragraph: رسول کا مخالف ہے اور قسمیں کھائیں گے کہ ہم بجز بھلائی کے اور ہماری کچھ نیت نہیں، اور اللہ گواہ ہے کہ وہ بالکل جھوٹے ہیں۔ <box>11 1024 184 1090</box>
staff-role: بیورو چیف اسلام آباد <box>754 66 851 87</box>
text-column <box>741 2033 926 2466</box>
article-paragraph: کارنامہ آزاد کشمیر کو پاکستان کی قومی سیاست کا باقاعدہ حصہ بنانا تھا۔ آزاد کشمیر میں مسلم لیگ (ن) کا قیام ایک تاریخی سنگ میل تھا جس نے کشمیری عوام کو نئی امید دی۔ <box>937 1407 1110 1490</box>
article-paragraph: حضرت یونس علیہ السلام کی قوم کے سوا کوئی بستی ایسی نہ ہوئی کہ ایمان لاتی تو اس کا ایمان اسے نفع دیتا۔ <box>381 349 564 397</box>
logo-prefix: روزنامہ <box>1373 89 1447 113</box>
article-paragraph: اقدام، اگرچہ محکمہ طور پر ادارہ جاتی ہم آہنگی کے لیے کیا گیا تھا، مگر عملی طور پر شہری دفاع کے عہدیداران اور رضا کاروں کی کارکردگی اور موٹیویشن پر منفی اثر ڈالا گیا۔ <box>1303 892 1476 975</box>
page-number: 02 <box>844 5 865 23</box>
oldtrafford-article <box>1117 2140 1481 2466</box>
author-email[interactable]: Ishtiaq.skt2015@gmail.com <box>564 2122 734 2139</box>
article-paragraph: سورۂ یونس میں اہم امور درج ذیل ہیں: ”الر، یہ پرحکمت کتاب کی آیتیں ہیں“ اللہ تعالیٰ کی قدرت کے دلائل۔ <box>11 583 184 630</box>
article-paragraph: اس ماہ کے آغاز میں تحریک طالبان پاکستان (TTP) کی جانب سے حملوں میں اضافہ دیکھنے میں آیا۔ فروری 2026 کے دوران متعدد واقعات پیش آئے۔ <box>377 2346 551 2429</box>
article-paragraph: ایک گداگر کا انداز کے مطابق ایک مہینے میں لاکھوں روپے کماتا ہے، اگر گداگر یا مانگنے والا واقعی ضرورت مند ہو تو اس کی مدد کی جائے۔ <box>747 1775 921 1841</box>
quran-text-middle <box>376 291 762 1332</box>
article-paragraph: رسول کا مخالف ہے اور قسمیں کھائیں گے کہ ہم بجز بھلائی کے اور ہماری کچھ نیت نہیں، اور اللہ گواہ ہے کہ وہ بالکل جھوٹے ہیں۔ <box>574 791 757 856</box>
article-paragraph: کی منظوری دے دی گئی ہے۔ اس ترمیم پر ذرا ٹھہر کر سوچنے کی ضرورت ہے کہ کیا واقعی یہ ایک منظم کاروبار ہے؟ <box>562 1765 736 1813</box>
article-paragraph: اس سے کچھ کم رہ گئی تو جبرائیل علیہ السلام مسجد ضرار کی خبر لے کر آئے اور منافقین کے اس راز کو فاش کر دیا۔ <box>381 1103 564 1151</box>
article-paragraph: سورۂ یونس میں اہم امور درج ذیل ہیں: ”الر، یہ پرحکمت کتاب کی آیتیں ہیں“ اللہ تعالیٰ کی قدرت کے دلائل۔ <box>194 729 367 777</box>
article-paragraph: توانائی بحران، دہشت گردی اور معاشی عدم استحکام کا شکار تھا۔ ان کی قیادت میں پاکستان نے ایک بار پھر ترقی کی راہ پر سفر شروع کیا۔ 2013 میں میاں نواز شریف تیسری بار وزیر اعظم بنے۔ <box>1120 2001 1293 2102</box>
notice-date: 04-03-2026 <box>1402 2244 1448 2254</box>
article-paragraph: مسائل، تعلیم اور اختیارات کی غیر منصفانہ تقسیم کے باعث یہ تفریق بڑھتی جا رہی ہے۔ <box>5 1754 116 1819</box>
article-paragraph: افراد سے تعلق قائم رکھنے حتیٰ کہ بات چیت سے روک دیا اور چالیس راتوں کے بعد حکم دیا گیا کہ وہ اپنی بیویوں سے بھی دور رہیں۔ <box>574 1232 757 1297</box>
article-paragraph: انسداد گداگری آرڈیننس 1958 میں حالیہ ترامیم بھیک دینے سے انکار کرنے والے کو بددعائیں دی سال تک قید اور بھاری جرمانے تجویز کیے گئے ہیں۔ <box>562 1692 736 1757</box>
article-paragraph: زلزلے، سیلاب، لینڈ سلائیڈنگ اور آتشزدگی جیسے واقعات کسی بھی وقت انسانی جانوں اور املاک کو نقصان پہنچا سکتے ہیں۔ شہری دفاع کے رضا کاروں کی خدمات بلاشبہ قابل تحسین ہیں۔ <box>954 428 1459 493</box>
article-paragraph: پاکستان اور افغانستان کے تعلقات کی تاریخ ایک پیچیدہ کہانی ہے۔ اطلاعات کے مطابق ان حملوں کا مرکز افغانستان میں موجود عسکری گروپ ہیں۔ <box>562 2222 736 2287</box>
article-paragraph: معاشرے کی جڑوں کو اندر ہی اندر کھوکھلا کرتا رہتا ہے، اور طبقاتی خلیج مزید وسیع ہوتی چلی جاتی ہے۔ <box>248 1878 359 1961</box>
barcode <box>453 83 641 117</box>
class-divide-article <box>0 1341 364 2057</box>
article-paragraph: اس ماہ کے آغاز میں تحریک طالبان پاکستان (TTP) کی جانب سے حملوں میں اضافہ دیکھنے میں آیا۔ فروری 2026 کے دوران متعدد واقعات پیش آئے۔ <box>377 2109 551 2192</box>
staff-name: حافظ نصیر الدین علی <box>653 91 750 112</box>
article-paragraph: عوامی شعور کے فروغ کی یاد دہانی ہے۔ آزاد کشمیر میں شہری دفاع کے رضا کاروں نے ثابت کر دیا ہے کہ وہ مشکل حالات میں اپنی جان کی پرواہ کیے بغیر خدمت کرتے ہیں۔ <box>937 801 1110 884</box>
article-paragraph: رسول کا مخالف ہے اور قسمیں کھائیں گے کہ ہم بجز بھلائی کے اور ہماری کچھ نیت نہیں، اور اللہ گواہ ہے کہ وہ بالکل جھوٹے ہیں۔ <box>381 717 564 783</box>
quran-author: دانیال شہاب مدنی <box>521 208 648 224</box>
article-paragraph: سورۂ یونس میں اہم امور درج ذیل ہیں: ”الر، یہ پرحکمت کتاب کی آیتیں ہیں“ اللہ تعالیٰ کی قدرت کے دلائل۔ <box>11 252 184 300</box>
text-column <box>569 291 763 1332</box>
class-divide-text <box>0 1386 364 2057</box>
text-column <box>741 1386 926 1979</box>
star-separator: ☆ ☆ <box>170 2058 194 2071</box>
quran-email[interactable]: danialsmadni@gmail.com <box>521 261 636 273</box>
article-paragraph: معاشرے کی جڑوں کو اندر ہی اندر کھوکھلا کرتا رہتا ہے، اور طبقاتی خلیج مزید وسیع ہوتی چلی جاتی ہے۔ <box>127 1552 237 1635</box>
author-photo <box>564 2039 642 2122</box>
article-paragraph: حضرت یونس علیہ السلام کی قوم کے سوا کوئی بستی ایسی نہ ہوئی کہ ایمان لاتی تو اس کا ایمان اسے نفع دیتا۔ <box>11 308 184 355</box>
article-paragraph: ایک گداگر کا انداز کے مطابق ایک مہینے میں لاکھوں روپے کماتا ہے، اگر گداگر یا مانگنے والا واقعی ضرورت مند ہو تو اس کی مدد کی جائے۔ <box>377 1518 551 1583</box>
article-paragraph: افراد سے تعلق قائم رکھنے حتیٰ کہ بات چیت سے روک دیا اور چالیس راتوں کے بعد حکم دیا گیا کہ وہ اپنی بیویوں سے بھی دور رہیں۔ <box>574 607 757 672</box>
article-paragraph: ہمارے معاشرے کا ایک عمومی رجحان ہے کہ یہاں کے برعکس وہ ریاستیں جہاں قانون کی بالادستی، وسائل کی منصفانہ تقسیم اور فلاحی پالیسیاں موجود ہوں، وہاں طبقاتی خلیج کم ہوتی ہے۔ <box>248 1716 359 1870</box>
imprint-line: چھپوا کر آفس روزنامہ صبح نو اسمبلی روڈ <box>868 93 1034 124</box>
civil-defence-byline <box>1120 802 1292 841</box>
author-card-rafi <box>562 1390 736 1501</box>
article-paragraph: جذبے سے نہ صرف پاکستان کو ترقی کی راہ پر گامزن کیا بلکہ آزاد کشمیر کو پہلی مرتبہ پاکستان کے قومی سیاسی دھارے میں باوقار اور مؤثر انداز میں شامل کیا۔ <box>1303 1316 1476 1399</box>
logo <box>1049 36 1484 166</box>
article-paragraph: اس سے کچھ کم رہ گئی تو جبرائیل علیہ السلام مسجد ضرار کی خبر لے کر آئے اور منافقین کے اس راز کو فاش کر دیا۔ <box>773 497 917 562</box>
article-paragraph: کیلئے عملی اقدامات کیے۔ 1990 کی دہائی میں جب پاکستان معاشی مشکلات کا شکار تھا، انہوں نے صنعتی ترقی، انفراسٹرکچر کی بہتری اور اقتصادی اصلاحات کا آغاز کیا۔ <box>1303 1498 1476 1581</box>
article-paragraph: ہمارے معاشرے کا ایک عمومی رجحان ہے کہ یہاں کے برعکس وہ ریاستیں جہاں قانون کی بالادستی، وسائل کی منصفانہ تقسیم اور فلاحی پالیسیاں موجود ہوں، وہاں طبقاتی خلیج کم ہوتی ہے۔ <box>127 1389 237 1544</box>
article-paragraph: رسول کا مخالف ہے اور قسمیں کھائیں گے کہ ہم بجز بھلائی کے اور ہماری کچھ نیت نہیں، اور اللہ گواہ ہے کہ وہ بالکل جھوٹے ہیں۔ <box>194 1171 367 1236</box>
staff-name: راجہ آزاد خان برق <box>653 42 750 62</box>
text-column <box>242 1386 364 2057</box>
column-divider <box>367 1341 369 2468</box>
